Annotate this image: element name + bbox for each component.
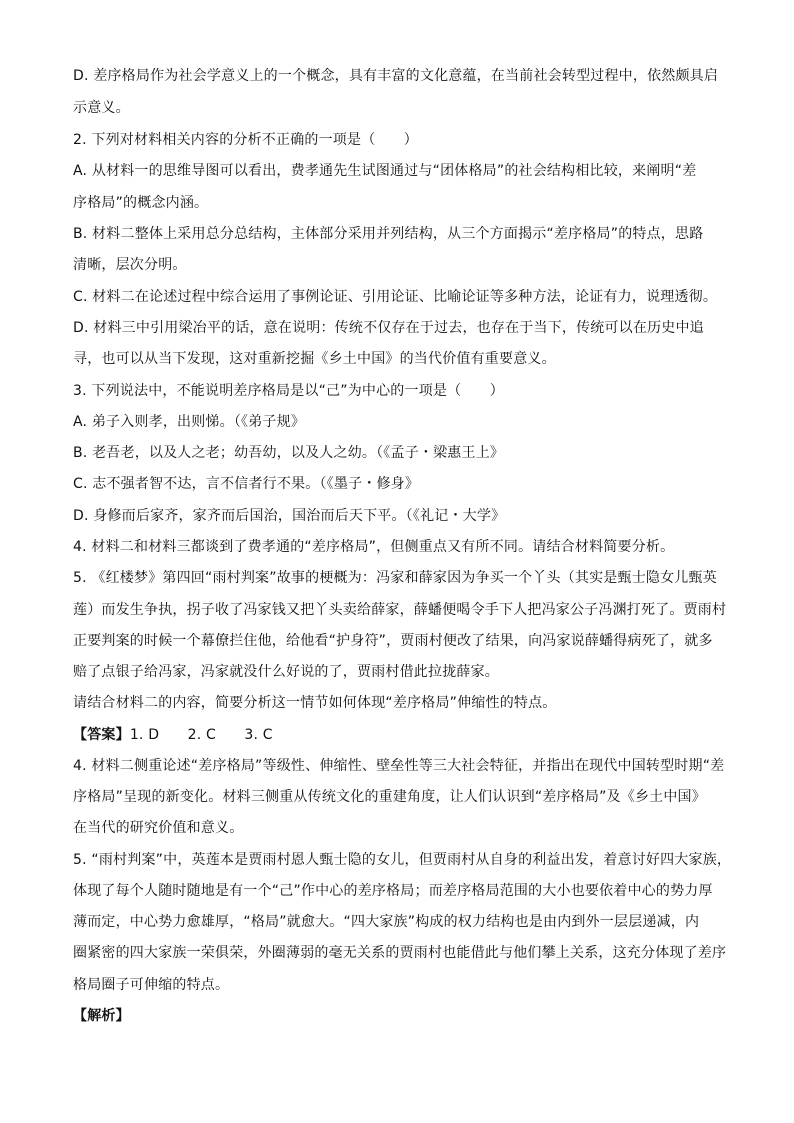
- answer-label: 【答案】: [73, 727, 130, 743]
- question-5-line1: 5. 《红楼梦》第四回“雨村判案”故事的梗概为：冯家和薛家因为争买一个丫头（其实是甄士隐女儿甄英: [73, 570, 717, 586]
- option-d-q2-line1: D. 材料三中引用梁冶平的话，意在说明：传统不仅存在于过去，也存在于当下，传统可以在历史中追: [73, 320, 704, 336]
- question-2: 2. 下列对材料相关内容的分析不正确的一项是（ ）: [73, 132, 419, 148]
- answer-line: [73, 725, 733, 745]
- option-c-q2: C. 材料二在论述过程中综合运用了事例论证、引用论证、比喻论证等多种方法，论证有力，说理透彻。: [73, 289, 718, 305]
- answer-5-line1: 5. “雨村判案”中，英莲本是贾雨村恩人甄士隐的女儿，但贾雨村从自身的利益出发，着意讨好四大家族，: [73, 852, 732, 868]
- option-d-q2-line2: 寻，也可以从当下发现，这对重新挖掘《乡土中国》的当代价值有重要意义。: [73, 351, 556, 367]
- option-d-q3: D. 身修而后家齐，家齐而后国治，国治而后天下平。（《礼记・大学》: [73, 508, 506, 524]
- option-a-q2-line1: A. 从材料一的思维导图可以看出，费孝通先生试图通过与“团体格局”的社会结构相比较，来阐明“差: [73, 163, 697, 179]
- question-5-prompt: 请结合材料二的内容，简要分析这一情节如何体现“差序格局”伸缩性的特点。: [73, 695, 557, 711]
- answer-4-line1: 4. 材料二侧重论述“差序格局”等级性、伸缩性、壁垒性等三大社会特征，并指出在现代中国转型时期“差: [73, 758, 725, 774]
- answer-5-line5: 格局圈子可伸缩的特点。: [73, 977, 230, 993]
- option-a-q3: A. 弟子入则孝，出则悌。（《弟子规》: [73, 414, 306, 430]
- analysis-label: 【解析】: [73, 1008, 130, 1024]
- option-b-q2-line2: 清晰，层次分明。: [73, 257, 187, 273]
- option-b-q3: B. 老吾老，以及人之老；幼吾幼，以及人之幼。（《孟子・梁惠王上》: [73, 445, 505, 461]
- question-5-line3: 正要判案的时候一个幕僚拦住他，给他看“护身符”，贾雨村便改了结果，向冯家说薛蟠得病死了，就多: [73, 633, 713, 649]
- question-5-line4: 赔了点银子给冯家，冯家就没什么好说的了，贾雨村借此拉拢薛家。: [73, 664, 499, 680]
- answer-4-line2: 序格局”呈现的新变化。材料三侧重从传统文化的重建角度，让人们认识到“差序格局”及《乡土中国》: [73, 789, 706, 805]
- answer-5-line2: 体现了每个人随时随地是有一个“己”作中心的差序格局；而差序格局范围的大小也要依着中心的势力厚: [73, 883, 713, 899]
- answer-5-line3: 薄而定，中心势力愈雄厚，“格局”就愈大。“四大家族”构成的权力结构也是由内到外一层层递减，内: [73, 914, 700, 930]
- option-c-q3: C. 志不强者智不达，言不信者行不果。（《墨子・修身》: [73, 476, 420, 492]
- option-b-q2-line1: B. 材料二整体上采用总分总结构，主体部分采用并列结构，从三个方面揭示“差序格局”的特点，思路: [73, 226, 704, 242]
- option-a-q2-line2: 序格局”的概念内涵。: [73, 195, 209, 211]
- question-5-line2: 莲）而发生争执，拐子收了冯家钱又把丫头卖给薛家，薛蟠便喝令手下人把冯家公子冯渊打死了。贾雨村: [73, 602, 727, 618]
- question-3: 3. 下列说法中，不能说明差序格局是以“己”为中心的一项是（ ）: [73, 383, 504, 399]
- option-d-q1-line1: D. 差序格局作为社会学意义上的一个概念，具有丰富的文化意蕴，在当前社会转型过程中，依然颇具启: [73, 68, 719, 84]
- answer-5-line4: 圈紧密的四大家族一荣俱荣，外圈薄弱的毫无关系的贾雨村也能借此与他们攀上关系，这充分体现了差序: [73, 945, 727, 961]
- option-d-q1-line2: 示意义。: [73, 100, 130, 116]
- question-4: 4. 材料二和材料三都谈到了费孝通的“差序格局”，但侧重点又有所不同。请结合材料简要分析。: [73, 539, 675, 555]
- answer-items: 1. D 2. C 3. C: [129, 727, 273, 743]
- answer-4-line3: 在当代的研究价值和意义。: [73, 820, 244, 836]
